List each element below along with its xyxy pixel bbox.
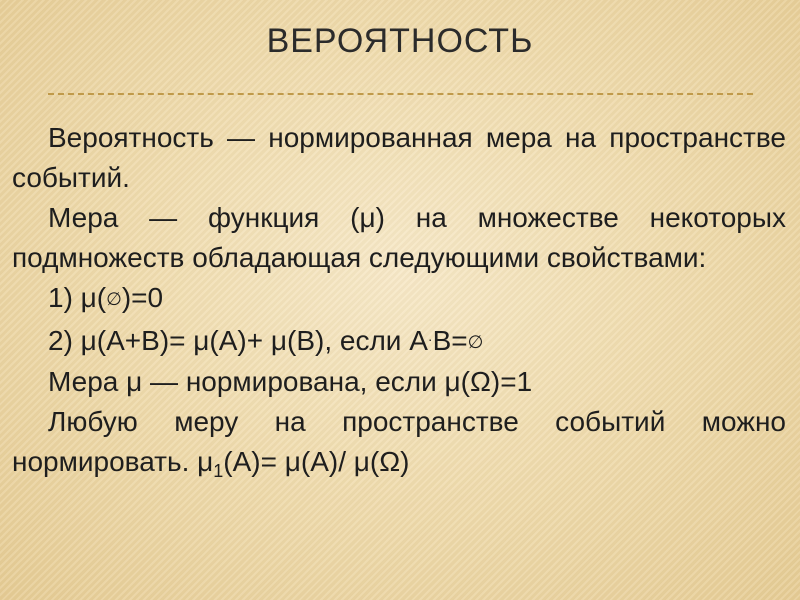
empty-set-symbol-2: ∅	[467, 332, 484, 352]
paragraph-definition-probability: Вероятность — нормированная мера на пространстве событий.	[12, 122, 786, 193]
intersection-dot: ·	[427, 331, 433, 347]
paragraph-property-2	[12, 319, 786, 362]
normalization-prefix: Любую меру на пространстве событий можно нормировать. μ	[12, 406, 786, 477]
paragraph-property-1	[12, 278, 786, 319]
subscript-one: 1	[213, 461, 224, 481]
paragraph-normalized-measure: Мера μ — нормирована, если μ(Ω)=1	[48, 366, 533, 397]
empty-set-symbol: ∅	[106, 289, 122, 309]
slide-body	[12, 118, 786, 491]
property-1-suffix: )=0	[121, 282, 164, 313]
title-divider	[48, 93, 753, 95]
property-2-prefix: 2) μ(A+B)= μ(A)+ μ(B), если A	[48, 325, 428, 356]
property-1-prefix: 1) μ(	[48, 282, 107, 313]
paragraph-normalization	[12, 402, 786, 491]
paragraph-definition-measure: Мера — функция (μ) на множестве некоторых подмножеств обладающая следующими свойствами:	[12, 202, 786, 273]
property-2-mid: B=	[432, 325, 468, 356]
normalization-suffix: (A)= μ(A)/ μ(Ω)	[223, 446, 410, 477]
slide-title: ВЕРОЯТНОСТЬ	[266, 22, 534, 60]
